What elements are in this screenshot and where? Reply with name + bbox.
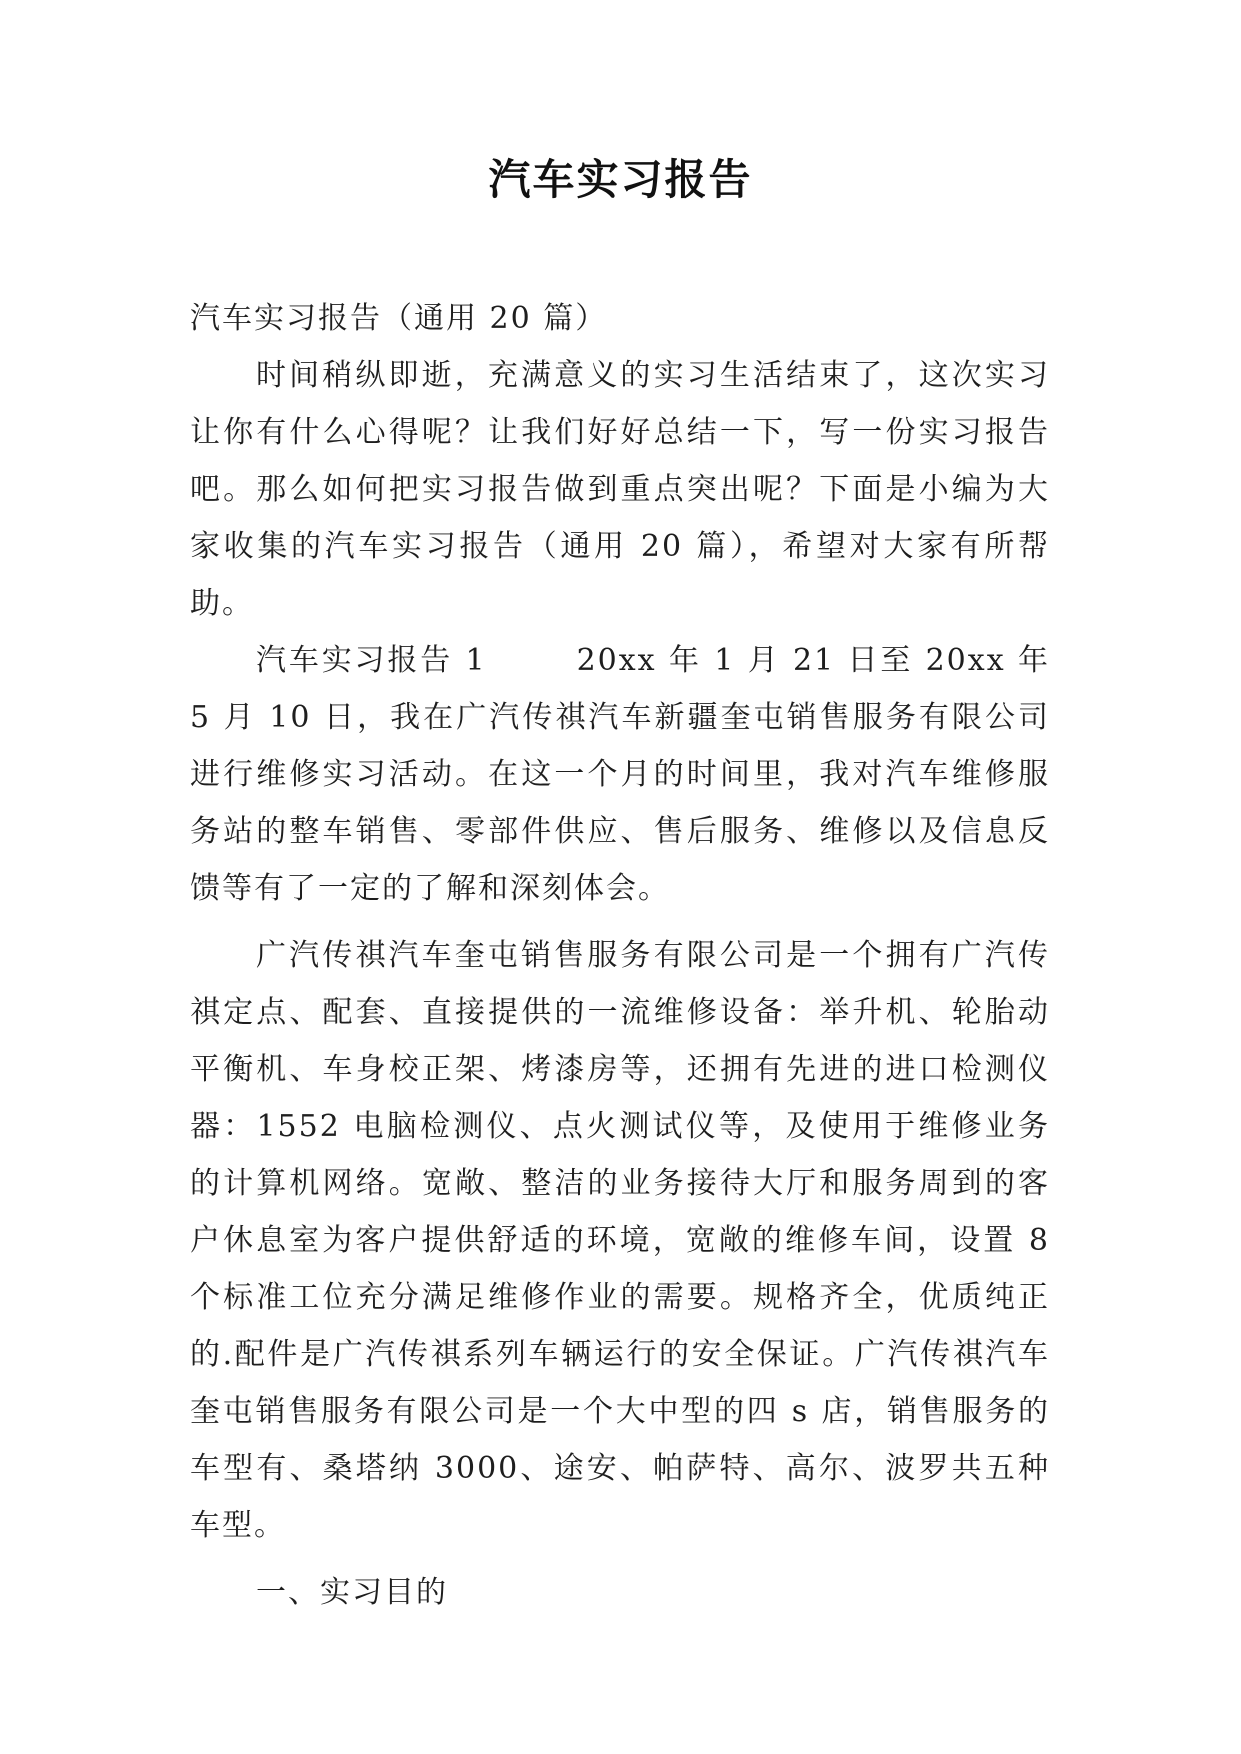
section-1-text: 20xx 年 1 月 21 日至 20xx 年 5 月 10 日，我在广汽传祺汽车新疆奎屯销售服务有限公司进行维修实习活动。在这一个月的时间里，我对汽车维修服务站的整车销售、零部件供应、售后服务、维修以及信息反馈等有了一定的了解和深刻体会。 (190, 643, 1050, 906)
document-title: 汽车实习报告 (488, 155, 753, 204)
intro-paragraph: 时间稍纵即逝，充满意义的实习生活结束了，这次实习让你有什么心得呢？让我们好好总结一下，写一份实习报告吧。那么如何把实习报告做到重点突出呢？下面是小编为大家收集的汽车实习报告（通用 20 篇），希望对大家有所帮助。 (190, 358, 1050, 621)
section-1-paragraph (190, 632, 1050, 917)
section-1-heading: 汽车实习报告 1 (256, 643, 487, 678)
company-paragraph: 广汽传祺汽车奎屯销售服务有限公司是一个拥有广汽传祺定点、配套、直接提供的一流维修设备：举升机、轮胎动平衡机、车身校正架、烤漆房等，还拥有先进的进口检测仪器：1552 电脑检测仪、点火测试仪等，及使用于维修业务的计算机网络。宽敞、整洁的业务接待大厅和服务周到的客户休息室为客户提供舒适的环境，宽敞的维修车间，设置 8 个标准工位充分满足维修作业的需要。规格齐全，优质纯正的.配件是广汽传祺系列车辆运行的安全保证。广汽传祺汽车奎屯销售服务有限公司是一个大中型的四 s 店，销售服务的车型有、桑塔纳 3000、途安、帕萨特、高尔、波罗共五种车型。 (190, 938, 1050, 1543)
document-subtitle: 汽车实习报告（通用 20 篇） (190, 301, 608, 336)
document-body (190, 290, 1050, 1621)
paragraph-spacer (190, 1554, 1050, 1564)
section-heading-purpose: 一、实习目的 (256, 1575, 448, 1610)
paragraph-spacer (190, 917, 1050, 927)
